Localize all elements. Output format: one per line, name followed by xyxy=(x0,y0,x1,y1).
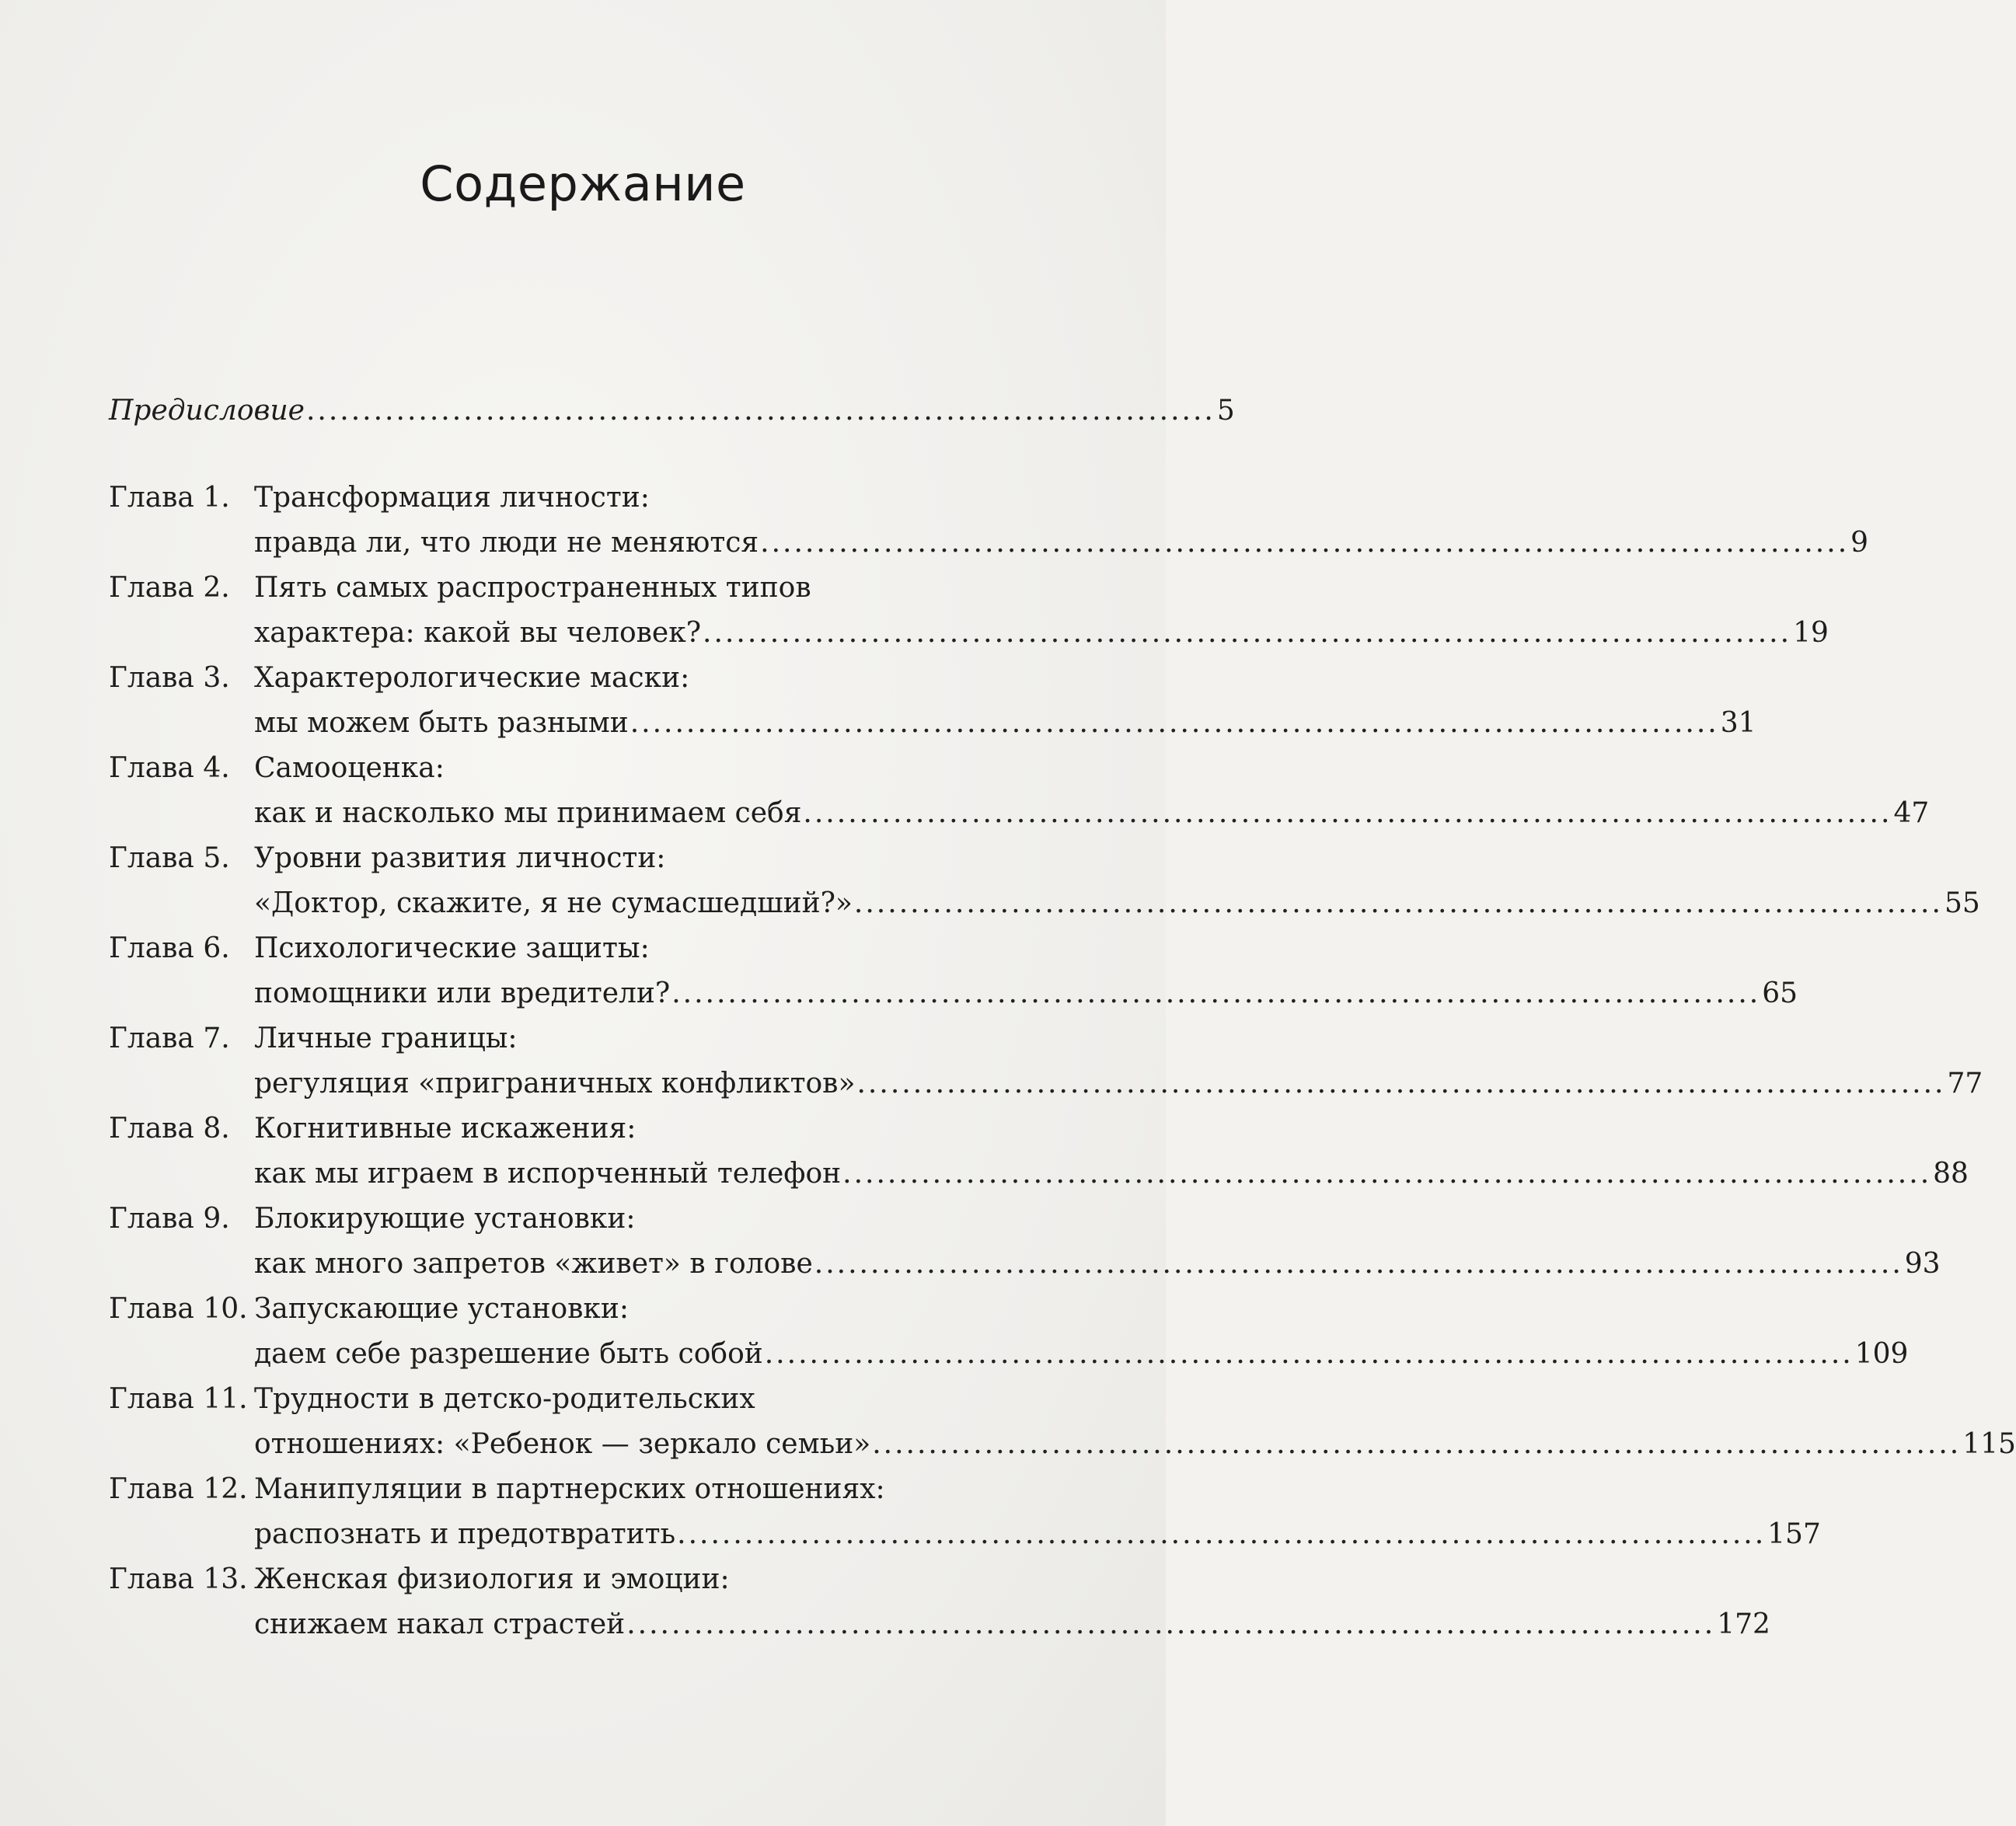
chapter-title-line1: Личные границы: xyxy=(254,1023,518,1054)
chapter-page-number: 93 xyxy=(1904,1248,1941,1280)
chapter-title-line1: Женская физиология и эмоции: xyxy=(254,1563,730,1595)
chapter-number: Глава 7. xyxy=(109,1023,230,1054)
dot-leader: ................................................................................................. xyxy=(803,797,1892,829)
chapter-number: Глава 9. xyxy=(109,1203,230,1235)
chapter-page-number: 19 xyxy=(1793,617,1829,649)
chapter-number: Глава 6. xyxy=(109,932,230,964)
chapter-title-line2: как мы играем в испорченный телефон xyxy=(254,1158,842,1190)
chapter-title-line1: Самооценка: xyxy=(254,752,445,784)
chapter-number: Глава 1. xyxy=(109,482,230,514)
chapter-number: Глава 10. xyxy=(109,1293,248,1325)
dot-leader: ................................................................................................. xyxy=(856,1068,1946,1099)
chapter-page-number: 88 xyxy=(1933,1158,1969,1190)
chapter-title-line2: как много запретов «живет» в голове xyxy=(254,1248,813,1280)
chapter-page-number: 109 xyxy=(1854,1338,1909,1370)
chapter-title-line2: помощники или вредители? xyxy=(254,977,671,1009)
chapter-title-line2: характера: какой вы человек? xyxy=(254,617,702,649)
chapter-number: Глава 8. xyxy=(109,1113,230,1145)
chapter-title-line2: регуляция «приграничных конфликтов» xyxy=(254,1068,856,1099)
chapter-title-line1: Трансформация личности: xyxy=(254,482,650,514)
toc-chapter-row xyxy=(109,1197,1941,1287)
chapter-title-line1: Манипуляции в партнерских отношениях: xyxy=(254,1473,885,1505)
toc-chapter-row xyxy=(109,566,1829,656)
dot-leader: ................................................................................................. xyxy=(630,707,1719,739)
chapter-number: Глава 13. xyxy=(109,1563,248,1595)
chapter-title-line2: даем себе разрешение быть собой xyxy=(254,1338,763,1370)
chapter-title-line2: мы можем быть разными xyxy=(254,707,629,739)
chapter-title-line1: Пять самых распространенных типов xyxy=(254,572,811,604)
dot-leader: ................................................................................................. xyxy=(703,617,1792,649)
chapter-page-number: 9 xyxy=(1850,527,1869,559)
chapter-page-number: 172 xyxy=(1717,1608,1770,1640)
chapter-title-line1: Уровни развития личности: xyxy=(254,842,666,874)
toc-chapter-row xyxy=(109,1016,1983,1106)
chapter-page-number: 77 xyxy=(1947,1068,1983,1099)
dot-leader: ................................................................................................. xyxy=(626,1608,1716,1640)
chapter-title-line2: распознать и предотвратить xyxy=(254,1518,676,1550)
toc-chapter-row xyxy=(109,476,1869,566)
chapter-number: Глава 12. xyxy=(109,1473,248,1505)
chapter-title-line1: Характерологические маски: xyxy=(254,662,690,694)
chapter-title-line1: Запускающие установки: xyxy=(254,1293,630,1325)
chapter-number: Глава 11. xyxy=(109,1383,248,1415)
dot-leader: ................................................................................................. xyxy=(677,1518,1767,1550)
toc-chapter-row xyxy=(109,656,1756,746)
preface-page-number: 5 xyxy=(1216,395,1235,427)
toc-chapter-row xyxy=(109,1106,1969,1197)
toc-chapter-row xyxy=(109,1557,1770,1647)
chapter-page-number: 115 xyxy=(1962,1428,2016,1460)
chapter-page-number: 157 xyxy=(1767,1518,1821,1550)
dot-leader: ................................................................................................. xyxy=(814,1248,1903,1280)
chapter-number: Глава 4. xyxy=(109,752,230,784)
dot-leader: ................................................................................................. xyxy=(760,527,1850,559)
toc-chapter-row xyxy=(109,1467,1821,1557)
chapter-page-number: 65 xyxy=(1762,977,1798,1009)
chapter-title-line1: Психологические защиты: xyxy=(254,932,650,964)
chapter-page-number: 47 xyxy=(1893,797,1930,829)
toc-chapter-row xyxy=(109,836,1980,926)
toc-chapter-row xyxy=(109,1287,1909,1377)
chapter-title-line2: правда ли, что люди не меняются xyxy=(254,527,759,559)
chapter-title-line1: Когнитивные искажения: xyxy=(254,1113,637,1145)
preface-label: Предисловие xyxy=(109,395,305,427)
chapter-title-line1: Трудности в детско-родительских xyxy=(254,1383,755,1415)
chapter-title-line2: отношениях: «Ребенок — зеркало семьи» xyxy=(254,1428,871,1460)
toc-chapter-row xyxy=(109,1377,2016,1467)
toc-chapter-row xyxy=(109,926,1798,1016)
toc-chapter-row xyxy=(109,746,1930,836)
chapter-page-number: 55 xyxy=(1944,887,1980,919)
chapter-number: Глава 5. xyxy=(109,842,230,874)
chapter-number: Глава 3. xyxy=(109,662,230,694)
chapter-number: Глава 2. xyxy=(109,572,230,604)
dot-leader: ................................................................................. xyxy=(305,395,1216,427)
chapter-title-line2: снижаем накал страстей xyxy=(254,1608,626,1640)
dot-leader: ................................................................................................. xyxy=(872,1428,1962,1460)
dot-leader: ................................................................................................. xyxy=(764,1338,1854,1370)
toc-preface xyxy=(109,389,1235,434)
dot-leader: ................................................................................................. xyxy=(853,887,1943,919)
dot-leader: ................................................................................................. xyxy=(671,977,1761,1009)
chapter-page-number: 31 xyxy=(1720,707,1756,739)
chapter-title-line2: «Доктор, скажите, я не сумасшедший?» xyxy=(254,887,853,919)
chapter-title-line1: Блокирующие установки: xyxy=(254,1203,636,1235)
chapter-title-line2: как и насколько мы принимаем себя xyxy=(254,797,802,829)
dot-leader: ................................................................................................. xyxy=(842,1158,1932,1190)
page-title: Содержание xyxy=(420,155,746,212)
